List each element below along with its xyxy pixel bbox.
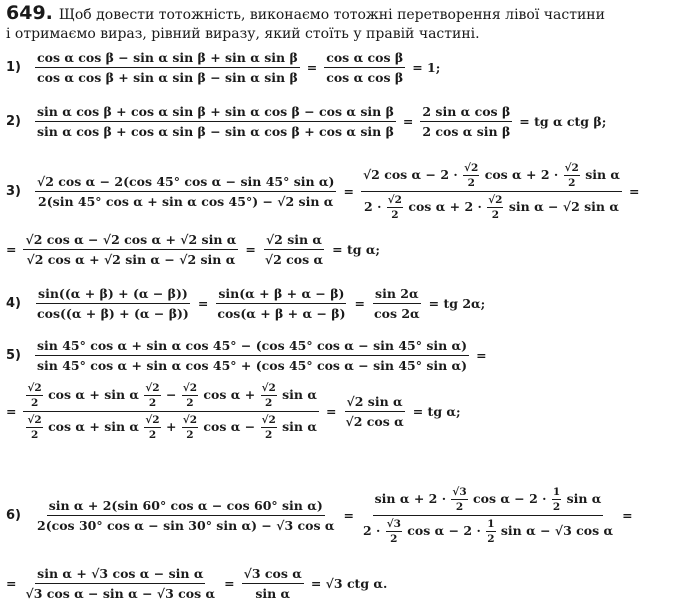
fraction — [361, 162, 622, 221]
denominator: √2 cos α + √2 sin α − √2 sin α — [26, 252, 236, 267]
result: = √3 ctg α. — [310, 576, 388, 591]
equals-sign: = — [476, 348, 487, 363]
item-label: 4) — [6, 296, 21, 311]
denominator: √2 cos α — [264, 252, 324, 267]
numerator: 2 sin α cos β — [420, 104, 512, 122]
denominator: 2 cos α sin β — [422, 124, 511, 139]
item-2 — [6, 104, 610, 139]
sqrt2-over-2 — [182, 382, 198, 409]
equals-sign: = — [629, 184, 640, 199]
denominator: cos(α + β + α − β) — [217, 306, 346, 321]
denominator: 2 — [148, 397, 157, 409]
one-half — [486, 518, 495, 545]
denominator: cos 2α — [374, 306, 420, 321]
item-6-cont — [6, 566, 391, 601]
fraction — [23, 566, 217, 601]
denominator: 2 — [148, 429, 157, 441]
term: − — [165, 387, 177, 402]
numerator: √2 — [27, 414, 42, 426]
term: cos α + 2 · — [408, 199, 482, 214]
denominator — [23, 412, 319, 441]
numerator — [23, 382, 319, 412]
equals-sign: = — [224, 576, 235, 591]
term: cos α + — [203, 387, 256, 402]
numerator: 1 — [487, 518, 495, 530]
numerator: √2 cos α − 2(cos 45° cos α − sin 45° sin α) — [35, 174, 336, 192]
term: cos α − 2 · — [407, 523, 481, 538]
denominator: 2 — [568, 177, 576, 189]
sqrt2-over-2 — [564, 162, 580, 189]
equals-sign: = — [402, 114, 414, 129]
denominator: sin α — [255, 586, 291, 601]
denominator — [362, 192, 621, 221]
denominator: 2 — [390, 533, 398, 545]
item-label: 6) — [6, 508, 21, 523]
fraction — [263, 232, 325, 267]
numerator: sin α + √3 cos α − sin α — [35, 566, 205, 584]
equals-sign: = — [245, 242, 256, 257]
intro-line-1: Щоб довести тотожність, виконаємо тотожні перетворення лівої частини — [58, 7, 605, 23]
denominator: 2 — [30, 397, 39, 409]
numerator: √3 — [452, 486, 467, 498]
equals-sign: = — [343, 508, 354, 523]
result: = 1; — [412, 60, 441, 75]
denominator: √2 cos α — [345, 414, 404, 429]
term: 2 · — [364, 199, 382, 214]
numerator: √2 cos α − √2 cos α + √2 sin α — [23, 232, 238, 250]
item-5-cont — [6, 382, 465, 441]
term: √2 cos α − 2 · — [362, 167, 458, 182]
result: = tg α; — [332, 242, 381, 257]
numerator: √2 — [182, 414, 198, 426]
denominator — [361, 516, 615, 545]
fraction — [23, 232, 238, 267]
fraction — [35, 174, 336, 209]
numerator: sin 2α — [373, 286, 421, 304]
item-3 — [6, 162, 644, 221]
numerator: √2 — [261, 382, 276, 394]
numerator: cos α cos β − sin α sin β + sin α sin β — [35, 50, 300, 68]
denominator: 2 — [491, 209, 500, 221]
equals-sign: = — [326, 404, 337, 419]
denominator: 2(cos 30° cos α − sin 30° sin α) − √3 cos α — [37, 518, 335, 533]
equals-sign: = — [6, 404, 17, 419]
term: cos α + 2 · — [484, 167, 559, 182]
numerator — [361, 162, 622, 192]
equals-sign: = — [6, 576, 17, 591]
item-label: 1) — [6, 60, 21, 75]
term: cos α − — [203, 419, 256, 434]
fraction — [35, 104, 396, 139]
denominator: 2 — [455, 501, 464, 513]
numerator: √2 — [27, 382, 42, 394]
fraction — [343, 394, 405, 429]
denominator: cos α cos β — [326, 70, 404, 85]
numerator: sin((α + β) + (α − β)) — [36, 286, 190, 304]
item-6 — [6, 486, 637, 545]
denominator: sin α cos β + cos α sin β − sin α cos β + cos α sin β — [37, 124, 394, 139]
fraction — [361, 486, 615, 545]
denominator: √3 cos α − sin α − √3 cos α — [25, 586, 216, 601]
fraction — [242, 566, 304, 601]
fraction — [35, 50, 300, 85]
numerator: √2 sin α — [345, 394, 405, 412]
denominator: 2 — [391, 209, 399, 221]
item-4 — [6, 286, 489, 321]
intro-line-2: і отримаємо вираз, рівний виразу, який стоїть у правій частині. — [6, 26, 480, 42]
numerator: sin(α + β + α − β) — [216, 286, 346, 304]
denominator: 2 — [552, 501, 561, 513]
equals-sign: = — [306, 60, 318, 75]
denominator: 2 — [30, 429, 39, 441]
fraction — [420, 104, 512, 139]
numerator: sin α + 2(sin 60° cos α − cos 60° sin α) — [47, 498, 325, 516]
numerator: √2 — [464, 162, 479, 174]
fraction — [324, 50, 405, 85]
item-3-cont — [6, 232, 384, 267]
denominator: 2 — [186, 397, 194, 409]
term: sin α — [282, 419, 317, 434]
sqrt2-over-2 — [463, 162, 479, 189]
term: cos α + sin α — [48, 387, 140, 402]
result: = tg α ctg β; — [519, 114, 607, 129]
denominator: sin 45° cos α + sin α cos 45° + (cos 45° cos α − sin 45° sin α) — [37, 358, 468, 373]
item-label: 5) — [6, 348, 21, 363]
sqrt3-over-2 — [451, 486, 467, 513]
numerator: √2 — [564, 162, 579, 174]
term: + — [165, 419, 177, 434]
term: sin α − √2 sin α — [508, 199, 619, 214]
sqrt2-over-2 — [387, 194, 403, 221]
numerator: sin α cos β + cos α sin β + sin α cos β − cos α sin β — [35, 104, 396, 122]
sqrt2-over-2 — [26, 382, 42, 409]
numerator: √2 — [145, 382, 160, 394]
item-1 — [6, 50, 444, 85]
term: 2 · — [362, 523, 381, 538]
one-half — [552, 486, 561, 513]
fraction — [35, 286, 191, 321]
fraction — [372, 286, 422, 321]
result: = tg α; — [412, 404, 461, 419]
sqrt3-over-2 — [386, 518, 402, 545]
sqrt2-over-2 — [26, 414, 42, 441]
numerator — [373, 486, 604, 516]
numerator: √2 — [182, 382, 198, 394]
numerator: √3 — [386, 518, 401, 530]
sqrt2-over-2 — [261, 382, 277, 409]
denominator: 2 — [487, 533, 495, 545]
sqrt2-over-2 — [144, 414, 160, 441]
problem-text — [6, 4, 670, 44]
numerator: √2 — [387, 194, 402, 206]
equals-sign: = — [354, 296, 365, 311]
denominator: cos((α + β) + (α − β)) — [37, 306, 189, 321]
result: = tg 2α; — [428, 296, 486, 311]
term: sin α + 2 · — [374, 491, 447, 506]
equals-sign: = — [197, 296, 209, 311]
denominator: cos α cos β + sin α sin β − sin α sin β — [37, 70, 298, 85]
numerator: √2 sin α — [264, 232, 324, 250]
sqrt2-over-2 — [261, 414, 277, 441]
denominator: 2 — [265, 397, 273, 409]
equals-sign: = — [6, 242, 17, 257]
numerator: √2 — [488, 194, 503, 206]
equals-sign: = — [622, 508, 633, 523]
numerator: √3 cos α — [242, 566, 304, 584]
term: sin α — [566, 491, 602, 506]
denominator: 2 — [186, 429, 194, 441]
problem-number: 649. — [6, 2, 53, 24]
numerator: √2 — [261, 414, 276, 426]
denominator: 2 — [265, 429, 273, 441]
fraction — [35, 498, 336, 533]
denominator: 2(sin 45° cos α + sin α cos 45°) − √2 sin α — [38, 194, 334, 209]
term: sin α — [282, 387, 317, 402]
numerator: √2 — [145, 414, 160, 426]
fraction — [35, 338, 469, 373]
numerator: cos α cos β — [324, 50, 405, 68]
denominator: 2 — [467, 177, 475, 189]
numerator: sin 45° cos α + sin α cos 45° − (cos 45° cos α − sin 45° sin α) — [35, 338, 469, 356]
sqrt2-over-2 — [182, 414, 198, 441]
item-5 — [6, 338, 491, 373]
item-label: 2) — [6, 114, 21, 129]
equals-sign: = — [343, 184, 354, 199]
sqrt2-over-2 — [144, 382, 160, 409]
fraction — [215, 286, 347, 321]
numerator: 1 — [552, 486, 561, 498]
term: cos α + sin α — [48, 419, 140, 434]
term: sin α − √3 cos α — [500, 523, 614, 538]
sqrt2-over-2 — [487, 194, 503, 221]
term: sin α — [585, 167, 621, 182]
item-label: 3) — [6, 184, 21, 199]
fraction — [23, 382, 319, 441]
term: cos α − 2 · — [473, 491, 547, 506]
